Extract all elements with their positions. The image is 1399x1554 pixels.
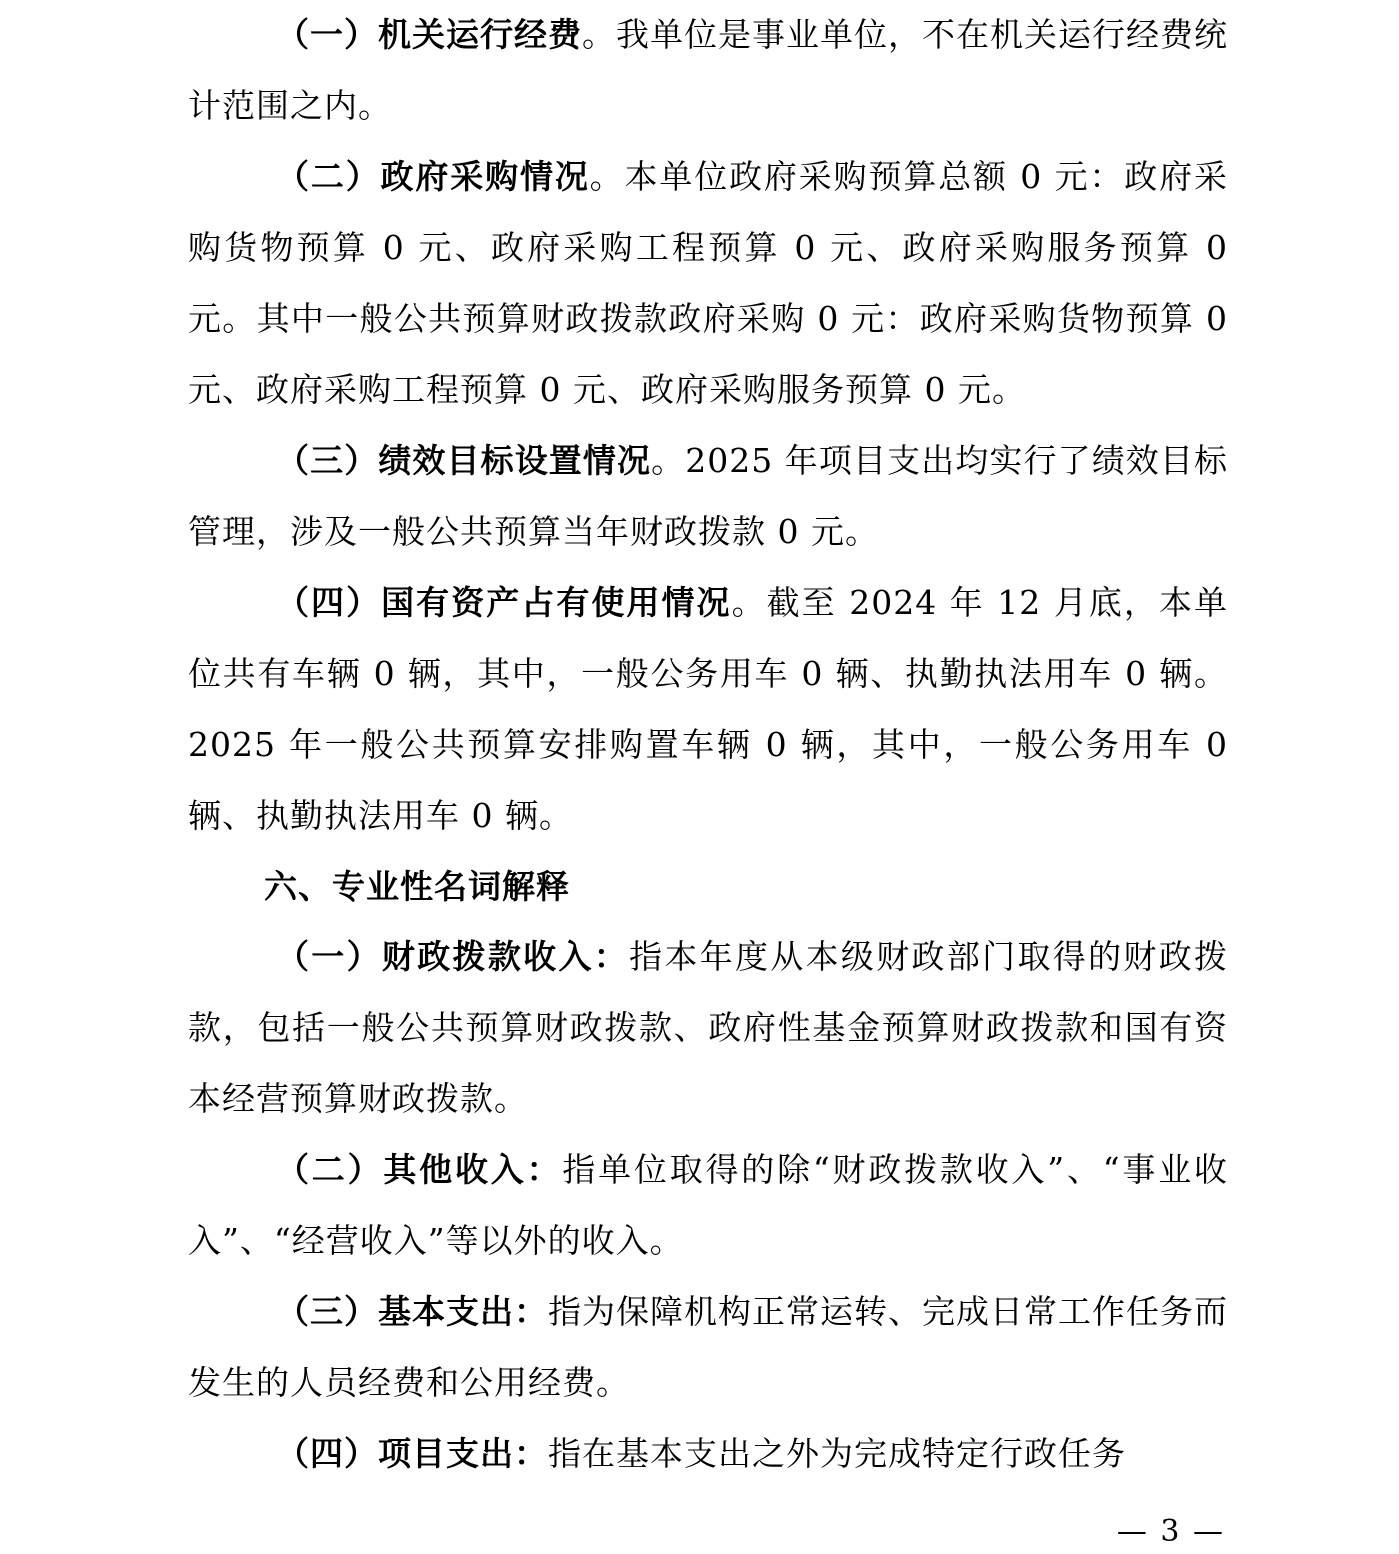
paragraph-lead: （二）政府采购情况	[276, 157, 590, 196]
definition-term: （一）财政拨款收入：	[276, 937, 630, 976]
paragraph-lead: （一）机关运行经费	[276, 15, 582, 54]
definition-text: 指为保障机构正常运转、完成日常工作任务而发生的人员经费和公用经费。	[188, 1292, 1228, 1402]
definition-project-expenditure	[188, 1418, 1228, 1489]
page-number: — 3 —	[1116, 1514, 1225, 1549]
paragraph-state-assets	[188, 567, 1228, 851]
paragraph-text: 。截至 2024 年 12 月底，本单位共有车辆 0 辆，其中，一般公务用车 0 辆、执勤执法用车 0 辆。2025 年一般公共预算安排购置车辆 0 辆，其中，一般公务用车 0 辆、执勤执法用车 0 辆。	[188, 583, 1229, 835]
definition-text: 指单位取得的除“财政拨款收入”、“事业收入”、“经营收入”等以外的收入。	[188, 1150, 1228, 1260]
definitions-section	[188, 921, 1228, 1489]
definition-term: （三）基本支出：	[276, 1292, 548, 1331]
paragraph-lead: （三）绩效目标设置情况	[276, 441, 652, 480]
paragraph-agency-operating-funds	[188, 0, 1228, 141]
definition-text: 指在基本支出之外为完成特定行政任务	[548, 1434, 1126, 1473]
definition-fiscal-appropriation-income	[188, 921, 1228, 1134]
paragraph-text: 。我单位是事业单位，不在机关运行经费统计范围之内。	[188, 15, 1228, 125]
paragraph-government-procurement	[188, 141, 1228, 425]
budget-section	[188, 0, 1228, 851]
definition-term: （二）其他收入：	[276, 1150, 563, 1189]
paragraph-performance-targets	[188, 425, 1228, 567]
section-heading: 六、专业性名词解释	[264, 867, 570, 906]
paragraph-text: 。2025 年项目支出均实行了绩效目标管理，涉及一般公共预算当年财政拨款 0 元。	[188, 441, 1228, 551]
paragraph-lead: （四）国有资产占有使用情况	[276, 583, 732, 622]
definition-term: （四）项目支出：	[276, 1434, 548, 1473]
definition-basic-expenditure	[188, 1276, 1228, 1418]
definition-text: 指本年度从本级财政部门取得的财政拨款，包括一般公共预算财政拨款、政府性基金预算财政拨款和国有资本经营预算财政拨款。	[188, 937, 1229, 1118]
paragraph-text: 。本单位政府采购预算总额 0 元：政府采购货物预算 0 元、政府采购工程预算 0 元、政府采购服务预算 0 元。其中一般公共预算财政拨款政府采购 0 元：政府采购货物预算 0 元、政府采购工程预算 0 元、政府采购服务预算 0 元。	[188, 157, 1228, 409]
definition-other-income	[188, 1134, 1228, 1276]
document-page	[188, 0, 1228, 1489]
